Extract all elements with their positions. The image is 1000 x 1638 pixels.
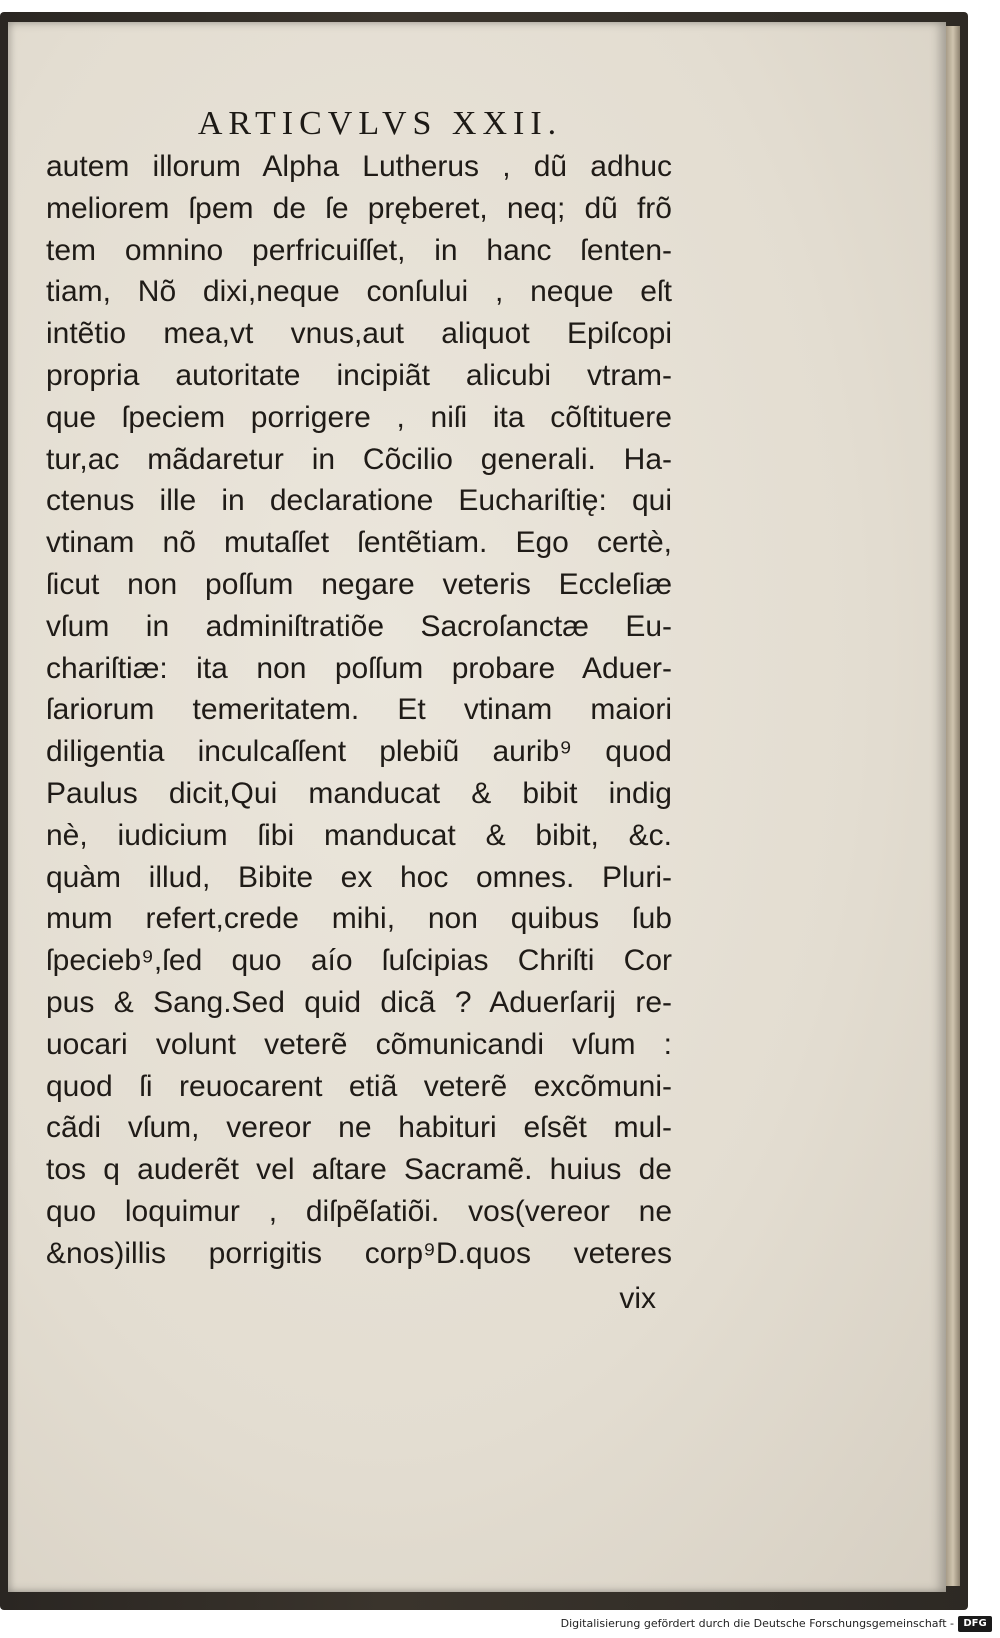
dfg-logo: DFG	[958, 1616, 992, 1632]
text-line: autem illorum Alpha Lutherus , dũ adhuc	[46, 150, 672, 183]
text-line: nè, iudicium ſibi manducat & bibit, &c.	[46, 818, 672, 852]
text-line: mum refert,crede mihi, non quibus ſub	[46, 902, 672, 936]
text-line: intẽtio mea,vt vnus,aut aliquot Epiſcopi	[46, 317, 672, 351]
running-head: ARTICVLVS XXII.	[197, 105, 563, 142]
text-line: chariſtiæ: ita non poſſum probare Aduer-	[46, 651, 672, 685]
text-line: ſpecieb⁹,ſed quo aío ſuſcipias Chriſti Cor	[46, 944, 672, 978]
text-line: vſum in adminiſtratiõe Sacroſanctæ Eu-	[46, 609, 672, 643]
text-line: tem omnino perfricuiſſet, in hanc ſenten-	[46, 233, 672, 267]
text-line: que ſpeciem porrigere , niſi ita cõſtituere	[46, 400, 672, 434]
text-line: tur,ac mãdaretur in Cõcilio generali. Ha-	[46, 442, 672, 476]
page-fore-edge	[946, 26, 960, 1586]
text-line: vtinam nõ mutaſſet ſentẽtiam. Ego certè,	[46, 526, 672, 560]
text-line: quod ſi reuocarent etiã veterẽ excõmuni-	[46, 1069, 672, 1103]
page-text-block	[46, 146, 672, 1275]
catchword: vix	[619, 1282, 656, 1315]
text-line: diligentia inculcaſſent plebiũ aurib⁹ quod	[46, 735, 672, 769]
text-line: quo loquimur , diſpẽſatiõi. vos(vereor ne	[46, 1194, 672, 1228]
text-line: Paulus dicit,Qui manducat & bibit indig	[46, 776, 672, 810]
text-line: propria autoritate incipiãt alicubi vtram-	[46, 358, 672, 392]
text-line: meliorem ſpem de ſe pręberet, neq; dũ frõ	[46, 191, 672, 225]
text-line: ſariorum temeritatem. Et vtinam maiori	[46, 693, 672, 727]
funding-credit: Digitalisierung gefördert durch die Deutsche Forschungsgemeinschaft -	[560, 1617, 954, 1630]
digitization-footer	[0, 1614, 1000, 1638]
text-line: uocari volunt veterẽ cõmunicandi vſum :	[46, 1027, 672, 1061]
text-line: pus & Sang.Sed quid dicã ? Aduerſarij re-	[46, 985, 672, 1019]
text-line: &nos)illis porrigitis corp⁹D.quos veteres	[46, 1236, 672, 1270]
text-line: tiam, Nõ dixi,neque conſului , neque eſt	[46, 275, 672, 309]
text-line: tos q auderẽt vel aſtare Sacramẽ. huius de	[46, 1153, 672, 1187]
text-line: ſicut non poſſum negare veteris Eccleſiæ	[46, 567, 672, 601]
text-line: quàm illud, Bibite ex hoc omnes. Pluri-	[46, 860, 672, 894]
text-line: ctenus ille in declaratione Euchariſtię: qui	[46, 484, 672, 518]
text-line: cãdi vſum, vereor ne habituri eſsẽt mul-	[46, 1111, 672, 1145]
